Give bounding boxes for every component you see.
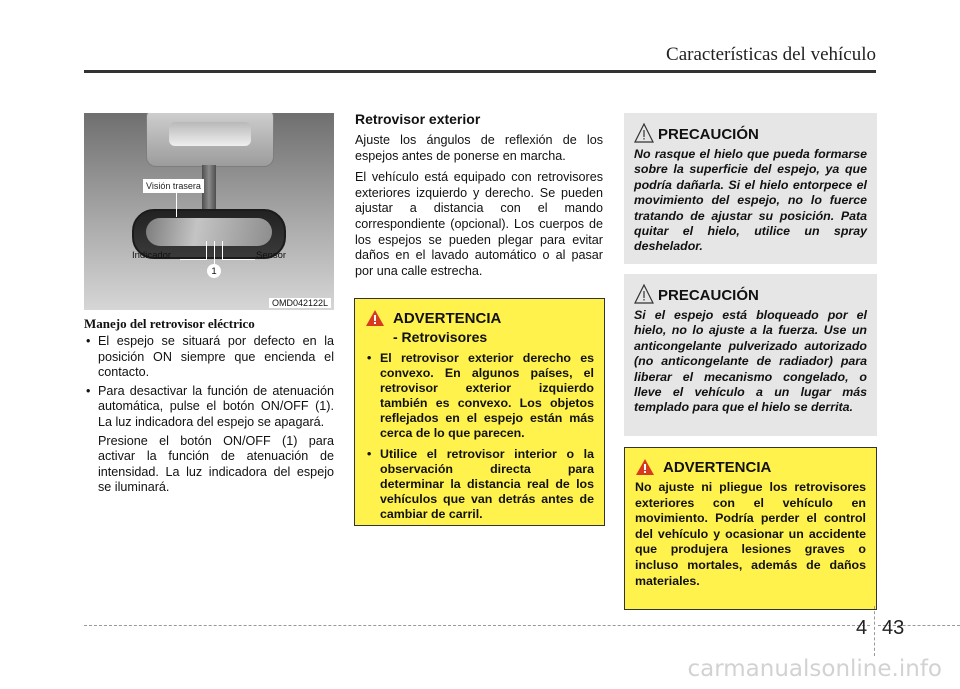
caution-body: No rasque el hielo que pueda formarse sobre la superficie del espejo, ya que podría dañarla. Si el hielo entorpece el movimiento del espejo, no lo fuerce tratando de ajustar su posición. Pata quitar el hielo, utilice un spray deshelador. xyxy=(634,147,867,254)
header-title: Características del vehículo xyxy=(666,44,876,65)
section-number: 4 xyxy=(856,617,868,639)
label-vision-trasera: Visión trasera xyxy=(143,179,204,193)
page-number: 43 xyxy=(882,617,905,639)
list-item: • El espejo se situará por defecto en la posición ON siempre que encienda el contacto. xyxy=(84,334,334,381)
caution-body: Si el espejo está bloqueado por el hielo, no lo ajuste a la fuerza. Use un anticongelante pulverizado autorizado (no anticongelante de radiador) para liberar el mecanismo congelado, o lleve el vehículo a un lugar más templado para que el hielo se derrita. xyxy=(634,308,867,415)
section-heading: Manejo del retrovisor eléctrico xyxy=(84,316,255,331)
warning-icon xyxy=(365,309,385,327)
warning-icon xyxy=(635,458,655,476)
list-item-continuation: Presione el botón ON/OFF (1) para activar la función de atenuación de intensidad. La luz indicadora del espejo se iluminará. xyxy=(98,433,334,495)
label-sensor: Sensor xyxy=(256,250,287,261)
caution-title: PRECAUCIÓN xyxy=(658,287,759,304)
footer-divider xyxy=(874,606,875,656)
caution-box-2 xyxy=(624,274,877,436)
middle-para-2: El vehículo está equipado con retrovisores exteriores izquierdo y derecho. Se pueden ajustar a distancia con el mando correspondiente (opcional). Los cuerpos de los espejos se pueden plegar para evitar daños en el lavado automático o al pasar por una calle estrecha. xyxy=(355,170,603,278)
warning-box-folding xyxy=(624,447,877,610)
watermark: carmanualsonline.info xyxy=(687,656,942,682)
warning-title: ADVERTENCIA xyxy=(663,458,772,476)
warning-body: No ajuste ni pliegue los retrovisores exteriores con el vehículo en movimiento. Podría perder el control del vehículo y ocasionar un accidente que produjera lesiones graves o incluso mortales, además de daños materiales. xyxy=(635,480,866,588)
middle-column xyxy=(355,111,603,285)
middle-para-1: Ajuste los ángulos de reflexión de los espejos antes de ponerse en marcha. xyxy=(355,133,603,163)
caution-icon xyxy=(634,123,654,143)
caution-box-1 xyxy=(624,113,877,264)
list-item: • Para desactivar la función de atenuación automática, pulse el botón ON/OFF (1). La luz indicadora del espejo se apagará. xyxy=(84,384,334,431)
warning-item: • Utilice el retrovisor interior o la observación directa para determinar la distancia real de los vehículos que van detrás antes de cambiar de carril. xyxy=(365,447,594,522)
mirror-photo xyxy=(84,113,334,310)
footer-rule xyxy=(84,625,870,626)
figure-code: OMD042122L xyxy=(269,298,331,308)
label-indicador: Indicador xyxy=(132,250,172,261)
warning-title: ADVERTENCIA xyxy=(393,309,502,327)
caution-icon xyxy=(634,284,654,304)
header-rule xyxy=(84,70,876,73)
callout-number: 1 xyxy=(207,264,221,278)
middle-heading: Retrovisor exterior xyxy=(355,111,481,127)
warning-subtitle: - Retrovisores xyxy=(393,329,488,345)
left-bullets xyxy=(84,334,334,499)
warning-item: • El retrovisor exterior derecho es convexo. En algunos países, el retrovisor exterior izquierdo también es convexo. Los objetos reflejados en el espejo están más cerca de lo que parecen. xyxy=(365,351,594,441)
caution-title: PRECAUCIÓN xyxy=(658,126,759,143)
overhead-console xyxy=(146,113,274,167)
warning-box-retrovisores xyxy=(354,298,605,526)
